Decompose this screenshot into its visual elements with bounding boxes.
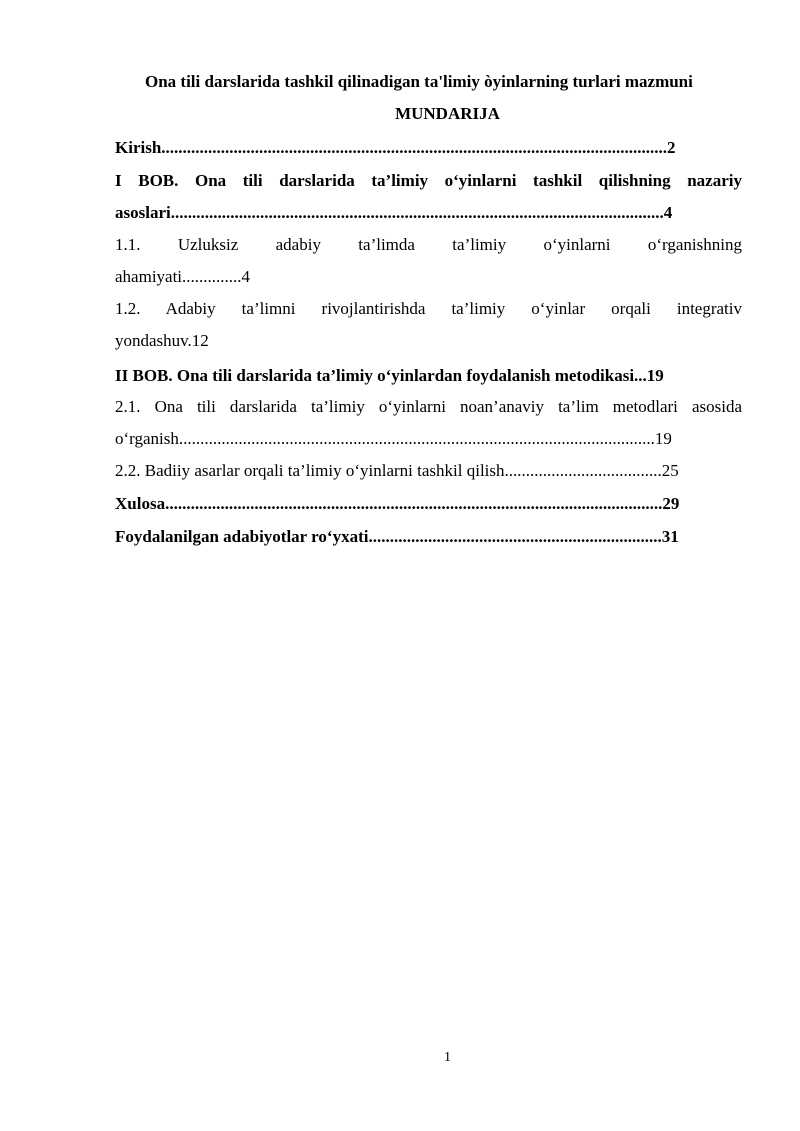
toc-entry-1-2-line2: yondashuv.12 (115, 331, 209, 350)
toc-entry-foydalanilgan: Foydalanilgan adabiyotlar ro‘yxati.....................................................................31 (115, 527, 679, 546)
toc-entry-1-1-line2: ahamiyati..............4 (115, 267, 251, 286)
toc-entry-kirish: Kirish.......................................................................................................................2 (115, 138, 676, 157)
toc-entry-bob2: II BOB. Ona tili darslarida ta’limiy o‘yinlardan foydalanish metodikasi...19 (115, 366, 664, 385)
document-title: Ona tili darslarida tashkil qilinadigan ta'limiy òyinlarning turlari mazmuni (145, 72, 693, 91)
toc-entry-2-1-line1: 2.1. Ona tili darslarida ta’limiy o‘yinlarni noan’anaviy ta’lim metodlari asosida (115, 397, 742, 416)
toc-entry-1-1-line1: 1.1. Uzluksiz adabiy ta’limda ta’limiy o‘yinlarni o‘rganishning (115, 235, 742, 254)
toc-entry-1-2-line1: 1.2. Adabiy ta’limni rivojlantirishda ta’limiy o‘yinlar orqali integrativ (115, 299, 742, 318)
toc-entry-2-1-line2: o‘rganish................................................................................................................19 (115, 429, 672, 448)
toc-entry-bob1-line1: I BOB. Ona tili darslarida ta’limiy o‘yinlarni tashkil qilishning nazariy (115, 171, 742, 190)
toc-heading: MUNDARIJA (395, 104, 500, 123)
toc-entry-bob1-line2: asoslari....................................................................................................................4 (115, 203, 673, 222)
page-number: 1 (444, 1050, 451, 1065)
toc-entry-2-2: 2.2. Badiiy asarlar orqali ta’limiy o‘yinlarni tashkil qilish.....................................25 (115, 461, 679, 480)
toc-entry-xulosa: Xulosa.....................................................................................................................29 (115, 494, 680, 513)
